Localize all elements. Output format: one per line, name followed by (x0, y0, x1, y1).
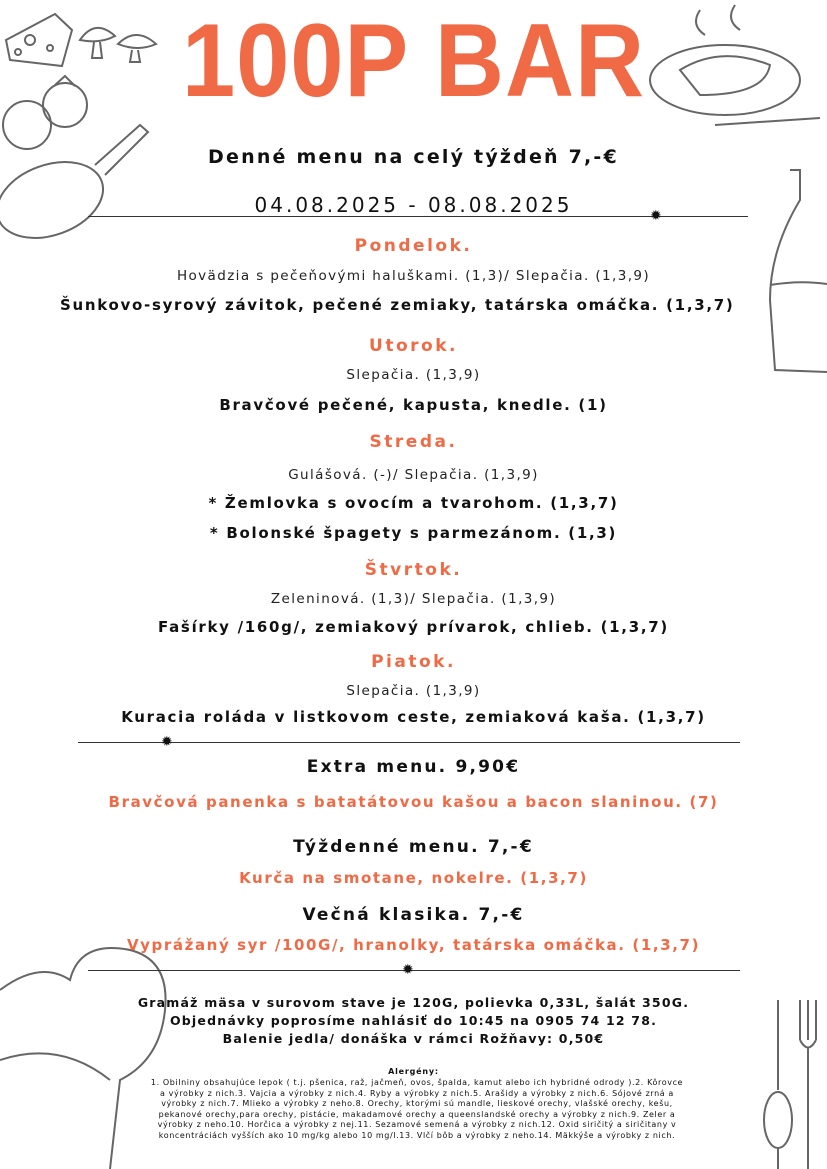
day-thursday: Štvrtok. (364, 560, 463, 580)
allergens-line: 1. Obilniny obsahujúce lepok ( t.j. pšenica, raž, jačmeň, ovos, špalda, kamut alebo ich hybridné odrody ).2. Kôrovce (150, 1078, 684, 1087)
dish-tuesday: Bravčové pečené, kapusta, knedle. (1) (219, 396, 608, 414)
soup-monday: Hovädzia s pečeňovými haluškami. (1,3)/ Slepačia. (1,3,9) (176, 268, 651, 284)
restaurant-title: 100P BAR (182, 3, 645, 119)
allergens-list (88, 1078, 746, 1141)
dish-monday: Šunkovo-syrový závitok, pečené zemiaky, tatárska omáčka. (1,3,7) (60, 296, 735, 314)
weekly-menu-dish: Kurča na smotane, nokelre. (1,3,7) (239, 869, 588, 887)
day-monday: Pondelok. (354, 236, 473, 256)
extra-menu-title: Extra menu. 9,90€ (306, 757, 521, 777)
day-wednesday: Streda. (369, 432, 458, 452)
menu-dates: 04.08.2025 - 08.08.2025 (254, 193, 573, 217)
allergens-line: pekanové orechy,para orechy, pistácie, makadamové orechy a queenslandské orechy a výrobky z nich.9. Zeler a (158, 1109, 676, 1119)
info-delivery: Balenie jedla/ donáška v rámci Rožňavy: 0,50€ (222, 1031, 605, 1046)
allergens-line: výrobky z nich.7. Mlieko a výrobky z neho.8. Orechy, ktorými sú mandle, lieskové orechy, vlašské orechy, kešu, (161, 1099, 673, 1108)
info-weights: Gramáž mäsa v surovom stave je 120G, polievka 0,33L, šalát 350G. (137, 995, 690, 1010)
divider-ornament-icon: ✹ (402, 962, 414, 978)
divider (88, 970, 740, 971)
classic-menu-title: Večná klasika. 7,-€ (302, 905, 525, 925)
dish-thursday: Fašírky /160g/, zemiakový prívarok, chlieb. (1,3,7) (158, 618, 669, 636)
divider-ornament-icon: ✹ (650, 208, 662, 224)
day-tuesday: Utorok. (369, 336, 458, 356)
divider (78, 742, 740, 743)
extra-menu-dish: Bravčová panenka s batatátovou kašou a bacon slaninou. (7) (108, 793, 719, 811)
allergens-line: a výrobky z nich.3. Vajcia a výrobky z nich.4. Ryby a výrobky z nich.5. Arašidy a výrobky z nich.6. Sójové zrná a (160, 1088, 674, 1098)
classic-menu-dish: Vyprážaný syr /100G/, hranolky, tatárska omáčka. (1,3,7) (126, 936, 701, 954)
soup-friday: Slepačia. (1,3,9) (346, 683, 481, 699)
allergens-line: výrobky z neho.10. Horčica a výrobky z nej.11. Sezamové semená a výrobky z nich.12. Oxid siričitý a siričitany v (157, 1120, 677, 1129)
soup-wednesday: Gulášová. (-)/ Slepačia. (1,3,9) (288, 467, 539, 483)
allergens-line: koncentráciách vyšších ako 10 mg/kg alebo 10 mg/l.13. Vlčí bôb a výrobky z neho.14. Mäkkýše a výrobky z nich. (158, 1130, 676, 1140)
dish-wednesday-2: * Bolonské špagety s parmezánom. (1,3) (209, 524, 618, 542)
frying-pan-icon (0, 125, 148, 252)
menu-subtitle: Denné menu na celý týždeň 7,-€ (208, 146, 619, 168)
day-friday: Piatok. (371, 652, 456, 672)
soup-tuesday: Slepačia. (1,3,9) (346, 367, 481, 383)
dish-wednesday-1: * Žemlovka s ovocím a tvarohom. (1,3,7) (208, 494, 619, 512)
dish-friday: Kuracia roláda v listkovom ceste, zemiaková kaša. (1,3,7) (121, 708, 706, 726)
divider (88, 216, 748, 217)
soup-thursday: Zeleninová. (1,3)/ Slepačia. (1,3,9) (270, 591, 557, 607)
info-orders: Objednávky poprosíme nahlásiť do 10:45 na 0905 74 12 78. (169, 1013, 658, 1028)
divider-ornament-icon: ✹ (161, 734, 173, 750)
allergens-title: Alergény: (388, 1067, 439, 1076)
weekly-menu-title: Týždenné menu. 7,-€ (293, 837, 534, 857)
